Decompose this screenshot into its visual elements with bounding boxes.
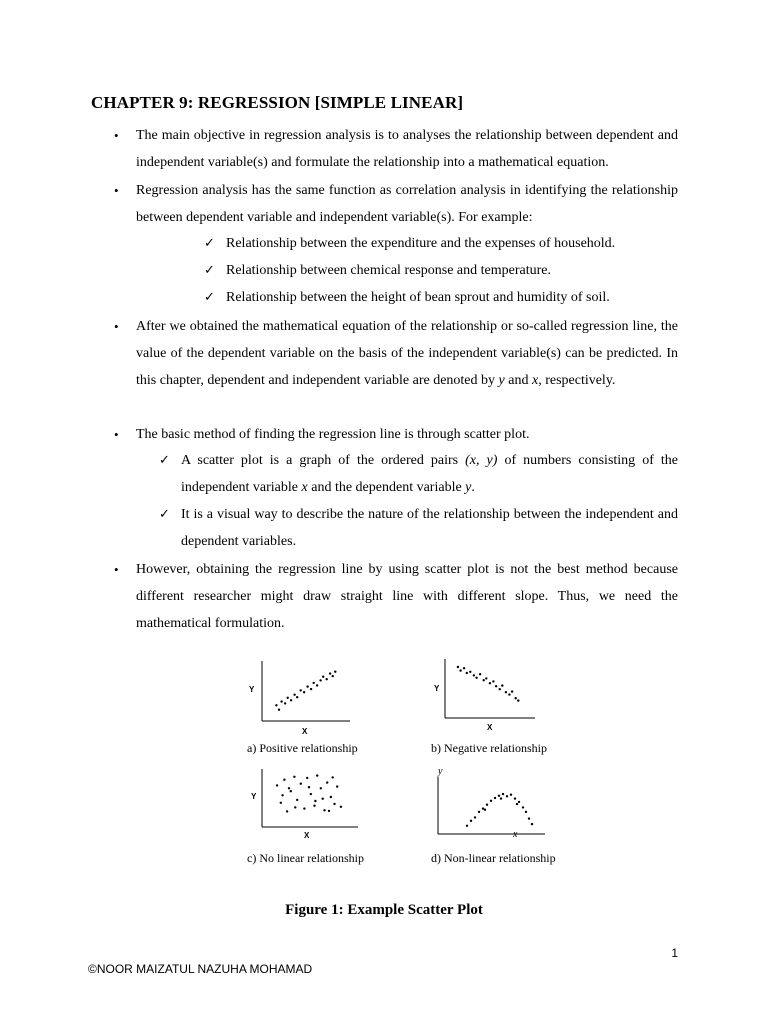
scatter-point bbox=[470, 820, 472, 822]
scatter-point bbox=[280, 802, 282, 804]
figure-title: Figure 1: Example Scatter Plot bbox=[285, 902, 483, 918]
scatter-point bbox=[479, 673, 481, 675]
scatter-point bbox=[510, 794, 512, 796]
scatter-point bbox=[319, 679, 321, 681]
scatter-point bbox=[495, 685, 497, 687]
scatter-point bbox=[531, 823, 533, 825]
scatter-point bbox=[300, 689, 302, 691]
scatter-point bbox=[290, 699, 292, 701]
caption-no-linear: c) No linear relationship bbox=[247, 851, 364, 865]
plot-y-label: y bbox=[438, 766, 443, 777]
scatter-point bbox=[333, 803, 335, 805]
scatter-point bbox=[518, 801, 520, 803]
scatter-point bbox=[303, 807, 305, 809]
scatter-point bbox=[280, 700, 282, 702]
scatter-point bbox=[466, 672, 468, 674]
scatter-point bbox=[340, 806, 342, 808]
scatter-point bbox=[515, 697, 517, 699]
scatter-point bbox=[498, 795, 500, 797]
scatter-point bbox=[506, 795, 508, 797]
scatter-point bbox=[310, 793, 312, 795]
scatter-point bbox=[473, 674, 475, 676]
plot-y-label: Y bbox=[434, 684, 440, 693]
scatter-point bbox=[287, 697, 289, 699]
plot-x-label: X bbox=[302, 727, 308, 736]
scatter-point bbox=[308, 786, 310, 788]
scatter-point bbox=[517, 699, 519, 701]
scatter-point bbox=[296, 799, 298, 801]
scatter-point bbox=[500, 797, 502, 799]
scatter-point bbox=[284, 702, 286, 704]
scatter-point bbox=[485, 677, 487, 679]
scatter-point bbox=[457, 666, 459, 668]
scatter-point bbox=[505, 691, 507, 693]
scatter-point bbox=[293, 776, 295, 778]
scatter-plot-no-linear bbox=[240, 765, 360, 850]
scatter-point bbox=[313, 682, 315, 684]
scatter-point bbox=[303, 691, 305, 693]
scatter-point bbox=[502, 793, 504, 795]
scatter-point bbox=[514, 797, 516, 799]
scatter-point bbox=[516, 803, 518, 805]
scatter-point bbox=[525, 811, 527, 813]
scatter-point bbox=[326, 781, 328, 783]
chapter-title: CHAPTER 9: REGRESSION [SIMPLE LINEAR] bbox=[91, 93, 464, 112]
plot-x-label: X bbox=[487, 723, 493, 732]
scatter-point bbox=[323, 809, 325, 811]
checkmark-icon: ✓ bbox=[159, 453, 170, 468]
example-item: ✓ Relationship between chemical response and temperature. bbox=[226, 257, 726, 284]
example-item: ✓ Relationship between the expenditure and the expenses of household. bbox=[226, 230, 726, 257]
scatter-point bbox=[466, 825, 468, 827]
scatter-point bbox=[492, 680, 494, 682]
scatter-point bbox=[288, 787, 290, 789]
scatter-point bbox=[276, 784, 278, 786]
plot-y-label: Y bbox=[251, 792, 257, 801]
scatter-plot-non-linear bbox=[425, 763, 550, 848]
scatter-plot-positive bbox=[240, 655, 360, 740]
scatter-point bbox=[459, 669, 461, 671]
scatter-point bbox=[322, 676, 324, 678]
bullet-prediction: • After we obtained the mathematical equation of the relationship or so-called regression line, the value of the dependent variable on the basis of the independent variable(s) can be predicted. In this chapter, dependent and independent variable are denoted by y and x, respectively. bbox=[136, 313, 678, 394]
plot-x-label: X bbox=[304, 831, 310, 840]
scatter-point bbox=[330, 796, 332, 798]
scatter-point bbox=[484, 809, 486, 811]
scatter-point bbox=[296, 696, 298, 698]
scatter-plot-negative bbox=[425, 655, 545, 740]
scatter-point bbox=[528, 817, 530, 819]
scatter-point bbox=[490, 800, 492, 802]
scatter-point bbox=[489, 682, 491, 684]
scatter-point bbox=[508, 693, 510, 695]
caption-positive: a) Positive relationship bbox=[247, 741, 358, 755]
scatter-point bbox=[310, 688, 312, 690]
scatter-point bbox=[306, 777, 308, 779]
bullet-scatter-method: • The basic method of finding the regression line is through scatter plot. bbox=[136, 421, 678, 448]
caption-non-linear: d) Non-linear relationship bbox=[431, 851, 556, 865]
scatter-point bbox=[336, 785, 338, 787]
scatter-point bbox=[283, 779, 285, 781]
scatter-purpose: ✓ It is a visual way to describe the nature of the relationship between the independent and dependent variables. bbox=[181, 501, 678, 555]
caption-negative: b) Negative relationship bbox=[431, 741, 547, 755]
scatter-point bbox=[329, 672, 331, 674]
plot-y-label: Y bbox=[249, 685, 255, 694]
scatter-point bbox=[275, 704, 277, 706]
scatter-point bbox=[332, 776, 334, 778]
scatter-point bbox=[286, 810, 288, 812]
page-number: 1 bbox=[671, 946, 678, 960]
scatter-point bbox=[281, 794, 283, 796]
scatter-point bbox=[314, 800, 316, 802]
scatter-point bbox=[499, 688, 501, 690]
scatter-point bbox=[463, 667, 465, 669]
footer-author: ©NOOR MAIZATUL NAZUHA MOHAMAD bbox=[88, 962, 313, 976]
scatter-point bbox=[478, 811, 480, 813]
scatter-point bbox=[483, 679, 485, 681]
scatter-point bbox=[334, 671, 336, 673]
checkmark-icon: ✓ bbox=[204, 290, 215, 305]
scatter-point bbox=[326, 678, 328, 680]
bullet-limitation: • However, obtaining the regression line by using scatter plot is not the best method because different researcher might draw straight line with different slope. Thus, we need the mathematical formulation. bbox=[136, 556, 678, 637]
bullet-function: • Regression analysis has the same function as correlation analysis in identifying the relationship between dependent variable and independent variable(s). For example: bbox=[136, 177, 678, 231]
scatter-point bbox=[278, 709, 280, 711]
scatter-point bbox=[328, 810, 330, 812]
scatter-point bbox=[293, 694, 295, 696]
example-item: ✓ Relationship between the height of bean sprout and humidity of soil. bbox=[226, 284, 726, 311]
scatter-point bbox=[494, 797, 496, 799]
plot-x-label: x bbox=[513, 829, 518, 840]
scatter-point bbox=[294, 806, 296, 808]
scatter-point bbox=[486, 804, 488, 806]
scatter-point bbox=[313, 805, 315, 807]
scatter-point bbox=[316, 684, 318, 686]
scatter-point bbox=[474, 816, 476, 818]
scatter-point bbox=[511, 690, 513, 692]
scatter-point bbox=[306, 685, 308, 687]
scatter-point bbox=[322, 798, 324, 800]
scatter-definition: ✓ A scatter plot is a graph of the ordered pairs (x, y) of numbers consisting of the independent variable x and the dependent variable y. bbox=[181, 447, 678, 501]
scatter-point bbox=[316, 774, 318, 776]
scatter-point bbox=[501, 684, 503, 686]
checkmark-icon: ✓ bbox=[204, 263, 215, 278]
scatter-point bbox=[300, 783, 302, 785]
scatter-point bbox=[522, 806, 524, 808]
scatter-point bbox=[469, 671, 471, 673]
checkmark-icon: ✓ bbox=[159, 507, 170, 522]
scatter-point bbox=[320, 787, 322, 789]
scatter-point bbox=[475, 677, 477, 679]
scatter-point bbox=[332, 675, 334, 677]
bullet-objective: • The main objective in regression analysis is to analyses the relationship between dependent and independent variable(s) and formulate the relationship into a mathematical equation. bbox=[136, 122, 678, 176]
checkmark-icon: ✓ bbox=[204, 236, 215, 251]
scatter-point bbox=[290, 790, 292, 792]
